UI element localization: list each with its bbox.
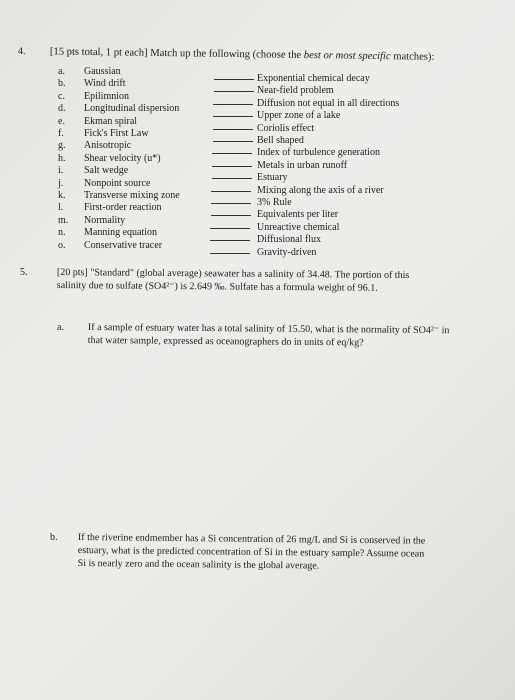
definition-text: Upper zone of a lake [257,110,341,122]
question-number: 5. [20,267,28,278]
term-letter: f. [58,128,64,139]
matching-term-row [58,153,258,165]
part-b-line-3: Si is nearly zero and the ocean salinity is the global average. [77,557,320,572]
matching-term-row [58,66,258,78]
term-text: Fick's First Law [84,128,149,139]
answer-blank[interactable] [212,153,252,154]
part-letter: a. [57,322,64,333]
part-b-letter [50,532,58,543]
definition-text: Equivalents per liter [257,209,339,221]
term-text: Salt wedge [84,165,129,177]
answer-blank[interactable] [213,129,253,130]
part-b-text [78,531,426,574]
matching-term-row [58,165,258,177]
question-4-header-end: matches): [393,51,435,63]
answer-blank[interactable] [211,215,251,216]
term-letter: g. [58,140,66,152]
definition-text: Bell shaped [257,135,304,146]
term-letter: n. [58,227,66,239]
matching-term-row [58,215,258,227]
part-a-line-2: that water sample, expressed as oceanographers do in units of eq/kg? [87,334,364,349]
matching-term-row [58,227,258,239]
definition-text: Diffusional flux [257,234,321,246]
term-text: Nonpoint source [84,177,151,189]
answer-blank[interactable] [213,104,253,105]
part-b-line-1: If the riverine endmember has a Si concentration of 26 mg/L and Si is conserved in the [77,531,426,547]
term-text: Transverse mixing zone [84,190,180,201]
term-text: Wind drift [84,78,126,90]
term-text: Gaussian [84,66,121,77]
matching-term-row [58,116,258,128]
term-letter: j. [58,177,64,189]
part-letter: b. [50,532,58,543]
definition-text: Metals in urban runoff [257,159,348,171]
question-5-line-2: salinity due to sulfate (SO4²⁻) is 2.649 ‰. Sulfate has a formula weight of 96.1. [56,279,378,294]
matching-term-row [58,91,258,103]
matching-term-row [58,128,258,140]
term-text: Epilimnion [84,90,129,102]
definition-text: Coriolis effect [257,122,315,134]
term-text: Longitudinal dispersion [84,103,180,115]
definition-text: Estuary [257,172,288,184]
term-letter: d. [58,103,66,115]
term-letter: c. [58,90,65,102]
term-letter: e. [58,115,65,127]
term-letter: k. [58,190,66,201]
question-4-text [50,46,435,62]
term-text: Manning equation [84,227,158,239]
question-5-number [20,267,28,278]
term-letter: l. [58,202,64,214]
matching-term-row [58,178,258,190]
matching-term-row [58,78,258,90]
question-5-line-1: [20 pts] "Standard" (global average) seawater has a salinity of 34.48. The portion of this [56,266,410,282]
term-text: Anisotropic [84,140,132,152]
question-5-text [57,266,410,295]
part-b-line-2: estuary, what is the predicted concentration of Si in the estuary sample? Assume ocean [77,544,425,560]
answer-blank[interactable] [210,253,250,254]
definition-text: Near-field problem [257,85,334,97]
term-letter: o. [58,239,66,251]
matching-term-row [58,190,258,202]
term-letter: m. [58,214,69,226]
answer-blank[interactable] [214,91,254,92]
term-letter: b. [58,78,66,90]
term-letter: a. [58,66,65,77]
matching-term-row [58,140,258,152]
answer-blank[interactable] [213,116,253,117]
answer-blank[interactable] [212,166,252,167]
term-text: Conservative tracer [84,239,163,251]
answer-blank[interactable] [211,191,251,192]
matching-term-row [58,240,258,252]
definition-text: Gravity-driven [257,246,317,258]
term-letter: i. [58,165,64,177]
answer-blank[interactable] [210,228,250,229]
matching-term-row [58,103,258,115]
question-number: 4. [17,46,26,58]
part-a-letter [57,322,64,333]
definition-text: 3% Rule [257,197,292,208]
question-4-emphasis: best or most specific [303,49,391,63]
answer-blank[interactable] [210,240,250,241]
part-a-line-1: If a sample of estuary water has a total salinity of 15.50, what is the normality of SO4²⁻ in [87,321,450,337]
part-a-text [88,321,450,350]
answer-blank[interactable] [213,141,253,142]
term-letter: h. [58,152,66,164]
definition-text: Index of turbulence generation [257,147,381,159]
definition-text: Exponential chemical decay [257,73,370,84]
definition-text: Diffusion not equal in all directions [257,97,400,109]
answer-blank[interactable] [212,178,252,179]
question-4-header-text: [15 pts total, 1 pt each] Match up the following (choose the [49,46,302,61]
term-text: Ekman spiral [84,115,138,127]
definition-text: Unreactive chemical [257,221,340,233]
definition-text: Mixing along the axis of a river [257,184,384,196]
answer-blank[interactable] [211,203,251,204]
term-text: Shear velocity (u*) [84,152,161,164]
term-text: First-order reaction [84,202,162,214]
matching-term-row [58,202,258,214]
term-text: Normality [84,214,126,226]
answer-blank[interactable] [214,79,254,80]
